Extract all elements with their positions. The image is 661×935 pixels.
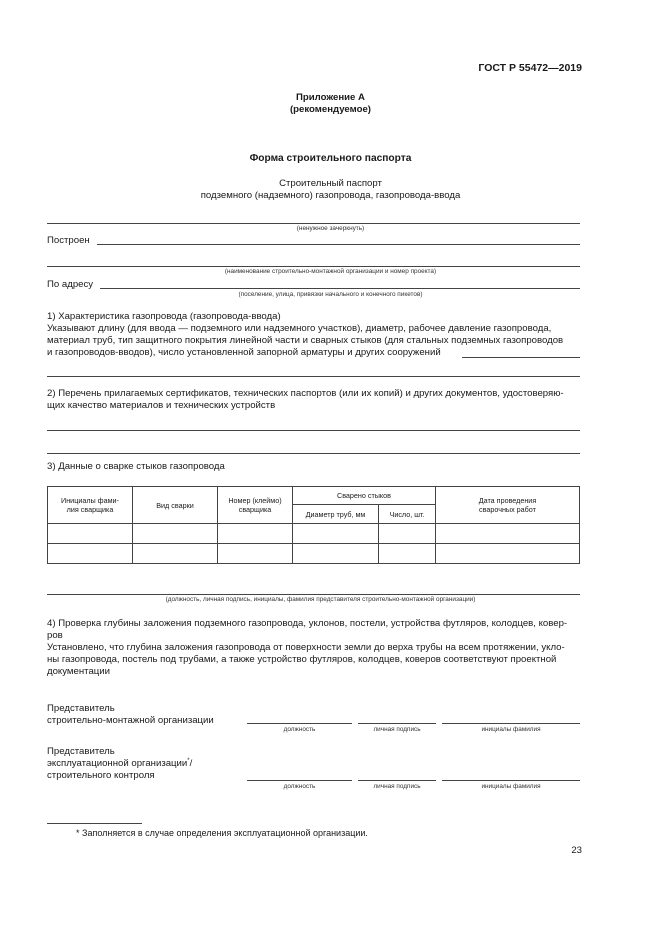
built-field-line[interactable] [97, 244, 580, 245]
section4-line-1: 4) Проверка глубины заложения подземного газопровода, уклонов, постели, устройства футляров, колодцев, ковер- [47, 618, 568, 629]
section1-line-2: материал труб, тип защитного покрытия линейной части и сварных стыков (для стальных подземных газопроводов [47, 335, 564, 346]
table-cell[interactable] [133, 544, 218, 564]
section2-field-line-2[interactable] [47, 453, 580, 454]
hint-org: (наименование строительно-монтажной организации и номер проекта) [224, 268, 437, 275]
col-date-l2: сварочных работ [479, 505, 536, 514]
col-count-header: Число, шт. [379, 505, 436, 524]
document-code: ГОСТ Р 55472—2019 [478, 62, 582, 74]
col-stamp-header [218, 487, 293, 524]
rep2-line-1: Представитель [47, 746, 115, 757]
col-stamp-l2: сварщика [238, 505, 272, 514]
footnote-text: * Заполняется в случае определения эксплуатационной организации. [76, 828, 368, 838]
table-cell[interactable] [379, 524, 436, 544]
hint-strike: (ненужное зачеркнуть) [296, 225, 365, 232]
col-date-header [436, 487, 580, 524]
rep1-line-2: строительно-монтажной организации [47, 715, 214, 726]
hint-address: (поселение, улица, привязки начального и конечного пикетов) [238, 291, 423, 298]
page-number: 23 [571, 845, 582, 856]
col-welded-header: Сварено стыков [293, 487, 436, 505]
section1-line-1: Указывают длину (для ввода — подземного или надземного участков), диаметр, рабочее давление газопровода, [47, 323, 552, 334]
appendix-subtitle: (рекомендуемое) [289, 104, 371, 115]
col-welder-l1: Инициалы фами- [61, 496, 119, 505]
rep1-initials-caption: инициалы фамилия [481, 726, 541, 733]
section1-field-line[interactable] [462, 357, 580, 358]
col-welder-l2: лия сварщика [66, 505, 114, 514]
section4-line-5: документации [47, 666, 110, 677]
passport-line-2: подземного (надземного) газопровода, газопровода-ввода [200, 190, 461, 201]
col-diameter-header: Диаметр труб, мм [293, 505, 379, 524]
section1-field-line-2[interactable] [47, 376, 580, 377]
appendix-title: Приложение А [296, 92, 365, 103]
table-cell[interactable] [436, 524, 580, 544]
col-welder-header [48, 487, 133, 524]
section4-line-2: ров [47, 630, 63, 641]
col-stamp-l1: Номер (клеймо) [228, 496, 282, 505]
rep2-signature-caption: личная подпись [373, 783, 421, 790]
rep2-signature-line[interactable] [358, 780, 436, 781]
rep2-line-2: эксплуатационной организации [47, 758, 188, 769]
section2-field-line-1[interactable] [47, 430, 580, 431]
section2-line-2: щих качество материалов и технических устройств [47, 400, 276, 411]
rep2-initials-caption: инициалы фамилия [481, 783, 541, 790]
section4-line-4: ны газопровода, постель под трубами, а также устройство футляров, колодцев, коверов соответствуют проектной [47, 654, 557, 665]
table-cell[interactable] [293, 524, 379, 544]
hint-signature: (должность, личная подпись, инициалы, фамилия представителя строительно-монтажной организации) [165, 596, 476, 603]
rep1-signature-caption: личная подпись [373, 726, 421, 733]
section3-heading: 3) Данные о сварке стыков газопровода [47, 461, 225, 472]
org-field-line[interactable] [47, 266, 580, 267]
welding-table [47, 486, 580, 564]
table-cell[interactable] [218, 544, 293, 564]
rep2-position-line[interactable] [247, 780, 352, 781]
rep2-line-2-wrap [47, 758, 192, 770]
rep1-signature-line[interactable] [358, 723, 436, 724]
table-cell[interactable] [293, 544, 379, 564]
address-label: По адресу [47, 279, 94, 290]
table-cell[interactable] [379, 544, 436, 564]
table-cell[interactable] [48, 544, 133, 564]
col-type-header: Вид сварки [133, 487, 218, 524]
rep1-line-1: Представитель [47, 703, 115, 714]
rep1-position-caption: должность [283, 726, 316, 733]
section4-line-3: Установлено, что глубина заложения газопровода от поверхности земли до верха трубы на всем протяжении, укло- [47, 642, 565, 653]
table-cell[interactable] [436, 544, 580, 564]
section1-heading: 1) Характеристика газопровода (газопровода-ввода) [47, 311, 281, 322]
col-date-l1: Дата проведения [478, 496, 537, 505]
table-cell[interactable] [48, 524, 133, 544]
table-cell[interactable] [133, 524, 218, 544]
rep2-slash: / [189, 758, 193, 769]
rep1-position-line[interactable] [247, 723, 352, 724]
address-field-line[interactable] [100, 288, 580, 289]
passport-line-1: Строительный паспорт [279, 178, 382, 189]
signature-field-line[interactable] [47, 594, 580, 595]
rep2-footnote-mark: * [187, 757, 190, 764]
rep2-position-caption: должность [283, 783, 316, 790]
built-label: Построен [47, 235, 90, 246]
table-cell[interactable] [218, 524, 293, 544]
form-title: Форма строительного паспорта [249, 153, 412, 164]
rep2-initials-line[interactable] [442, 780, 580, 781]
rep2-line-3: строительного контроля [47, 770, 155, 781]
section1-line-3: и газопроводов-вводов), число установленной запорной арматуры и других сооружений [47, 347, 441, 358]
blank-line [47, 223, 580, 224]
rep1-initials-line[interactable] [442, 723, 580, 724]
section2-line-1: 2) Перечень прилагаемых сертификатов, технических паспортов (или их копий) и других документов, удостоверяю- [47, 388, 564, 399]
footnote-divider [47, 823, 142, 824]
